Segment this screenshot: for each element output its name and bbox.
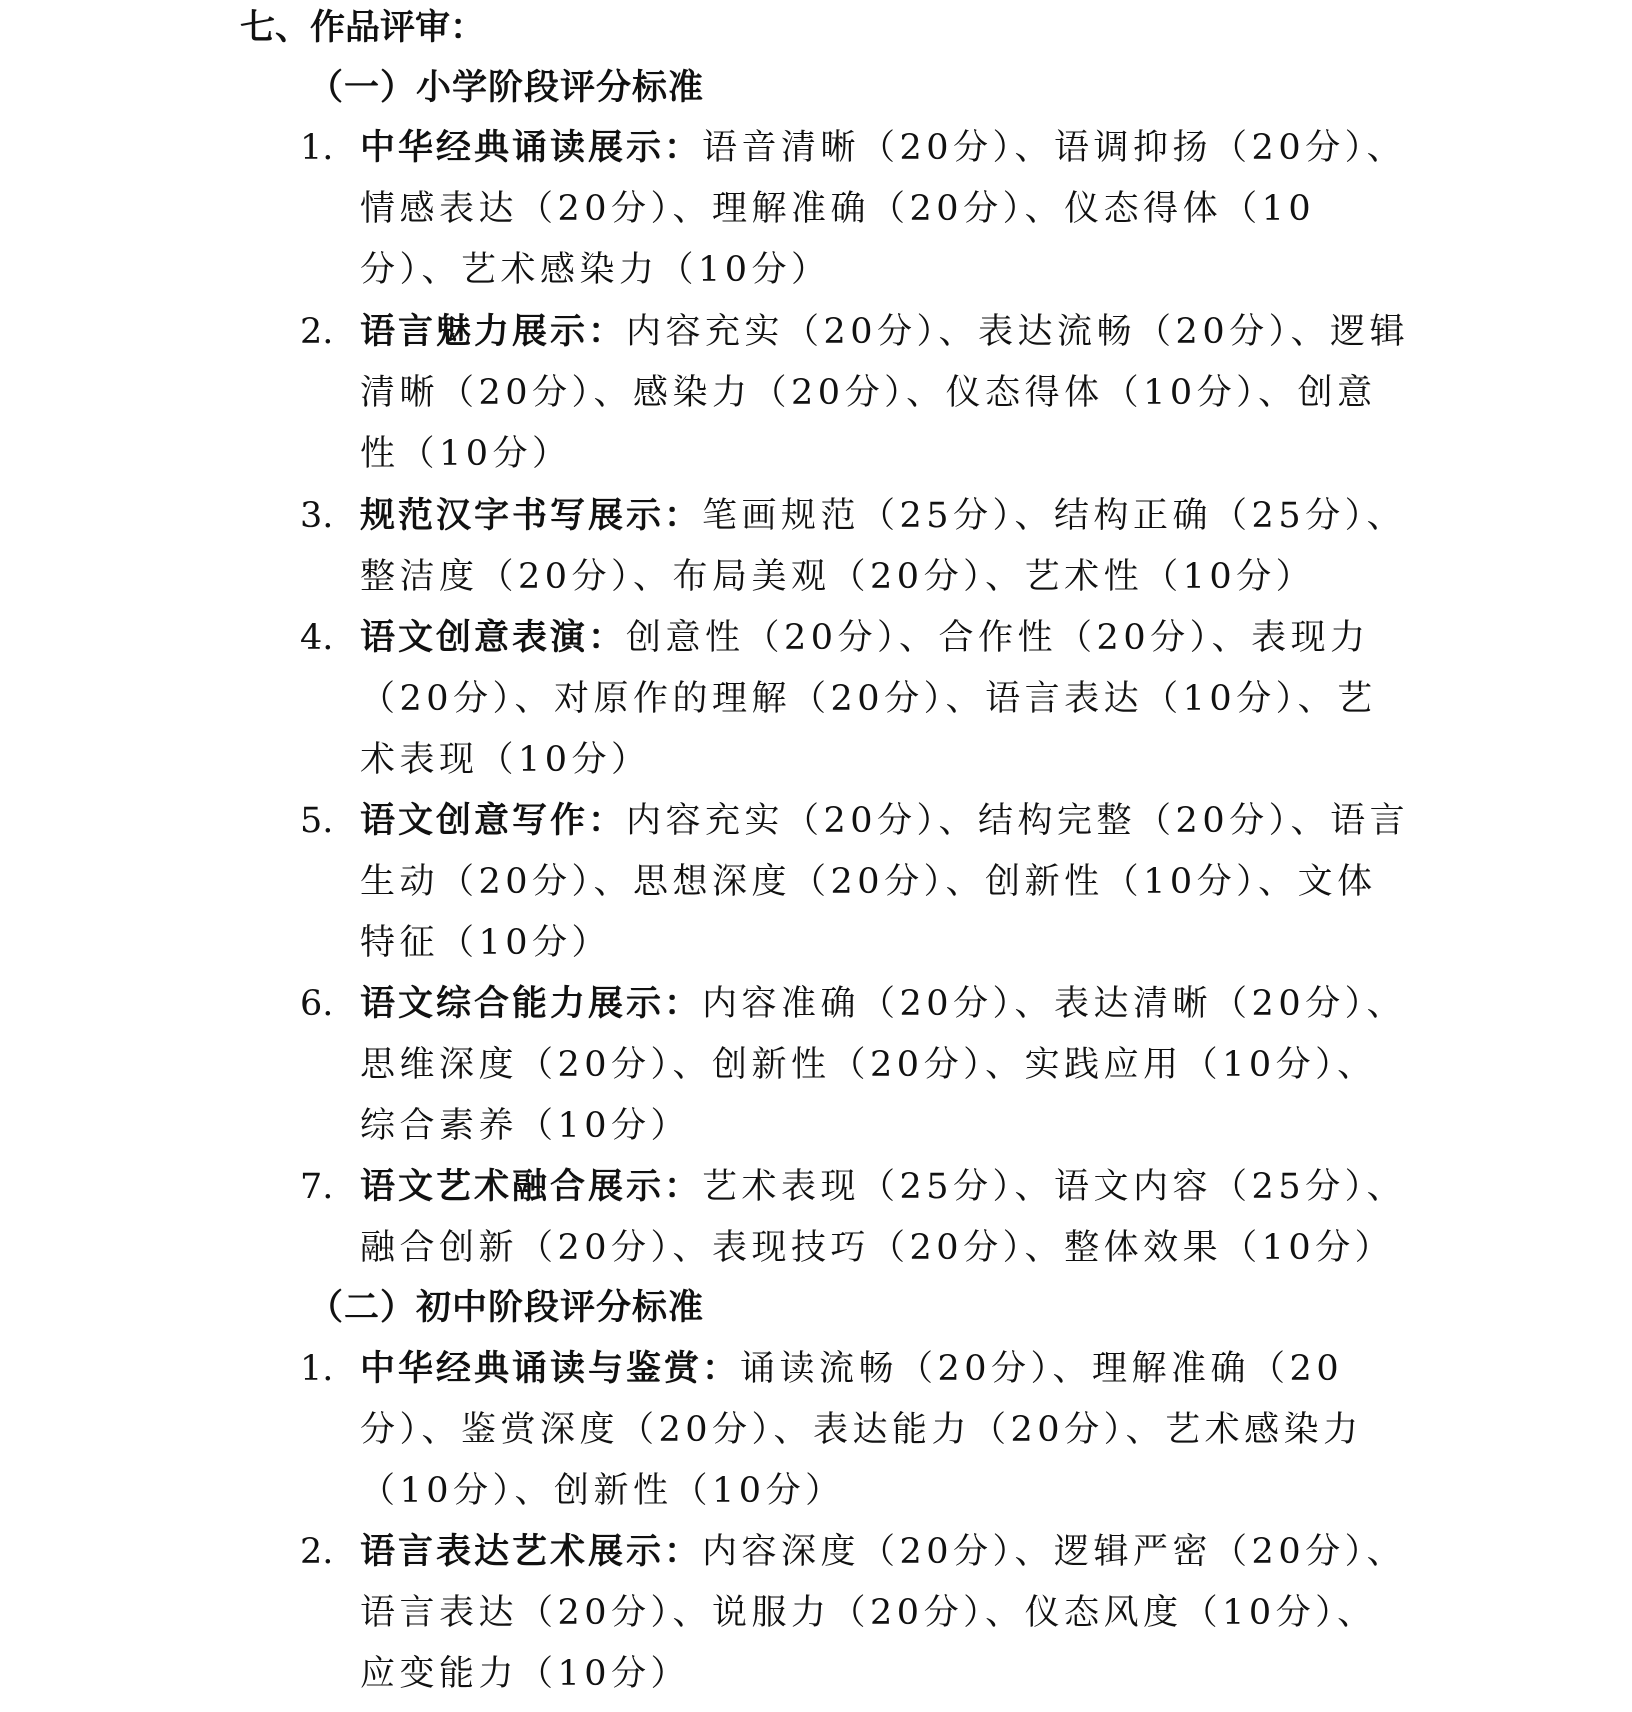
item-text [300,791,1410,974]
criteria-item [300,1157,1410,1279]
item-number: 4. [300,618,334,658]
item-label: 语文创意表演： [360,618,627,658]
item-criteria: 创意性（20分）、合作性（20分）、表现力（20分）、对原作的理解（20分）、语言表达（10分）、艺术表现（10分） [360,618,1377,780]
criteria-item [300,1522,1410,1705]
item-label: 中华经典诵读与鉴赏： [360,1349,741,1389]
criteria-item [300,118,1410,301]
item-label: 规范汉字书写展示： [360,496,703,536]
item-number: 7. [300,1167,334,1207]
primary-school-criteria-title: （一）小学阶段评分标准 [308,67,705,108]
criteria-item [300,608,1410,791]
middle-school-criteria-title: （二）初中阶段评分标准 [308,1287,705,1328]
item-text [300,302,1410,485]
item-number: 5. [300,801,334,841]
criteria-item [300,486,1410,608]
item-text [300,118,1410,301]
criteria-item [300,974,1410,1157]
item-criteria: 内容充实（20分）、结构完整（20分）、语言生动（20分）、思想深度（20分）、创新性（10分）、文体特征（10分） [360,801,1410,963]
item-label: 语言表达艺术展示： [360,1532,703,1572]
item-criteria: 笔画规范（25分）、结构正确（25分）、整洁度（20分）、布局美观（20分）、艺术性（10分） [360,496,1407,597]
item-number: 2. [300,312,334,352]
item-number: 1. [300,128,334,168]
item-text [300,608,1410,791]
criteria-item [300,1339,1410,1522]
item-label: 语文综合能力展示： [360,984,703,1024]
item-number: 6. [300,984,334,1024]
item-label: 语文创意写作： [360,801,627,841]
item-number: 3. [300,496,334,536]
item-text [300,974,1410,1157]
section-heading: 七、作品评审： [240,8,486,48]
item-label: 中华经典诵读展示： [360,128,703,168]
item-criteria: 语音清晰（20分）、语调抑扬（20分）、情感表达（20分）、理解准确（20分）、仪态得体（10分）、艺术感染力（10分） [360,128,1407,290]
item-criteria: 诵读流畅（20分）、理解准确（20分）、鉴赏深度（20分）、表达能力（20分）、艺术感染力（10分）、创新性（10分） [360,1349,1363,1511]
item-criteria: 内容深度（20分）、逻辑严密（20分）、语言表达（20分）、说服力（20分）、仪态风度（10分）、应变能力（10分） [360,1532,1407,1694]
item-criteria: 艺术表现（25分）、语文内容（25分）、融合创新（20分）、表现技巧（20分）、整体效果（10分） [360,1167,1407,1268]
item-text [300,1339,1410,1522]
item-number: 1. [300,1349,334,1389]
item-text [300,1522,1410,1705]
criteria-item [300,302,1410,485]
item-criteria: 内容准确（20分）、表达清晰（20分）、思维深度（20分）、创新性（20分）、实践应用（10分）、综合素养（10分） [360,984,1407,1146]
item-text [300,1157,1410,1279]
item-criteria: 内容充实（20分）、表达流畅（20分）、逻辑清晰（20分）、感染力（20分）、仪态得体（10分）、创意性（10分） [360,312,1410,474]
item-label: 语文艺术融合展示： [360,1167,703,1207]
item-label: 语言魅力展示： [360,312,627,352]
item-number: 2. [300,1532,334,1572]
criteria-item [300,791,1410,974]
item-text [300,486,1410,608]
